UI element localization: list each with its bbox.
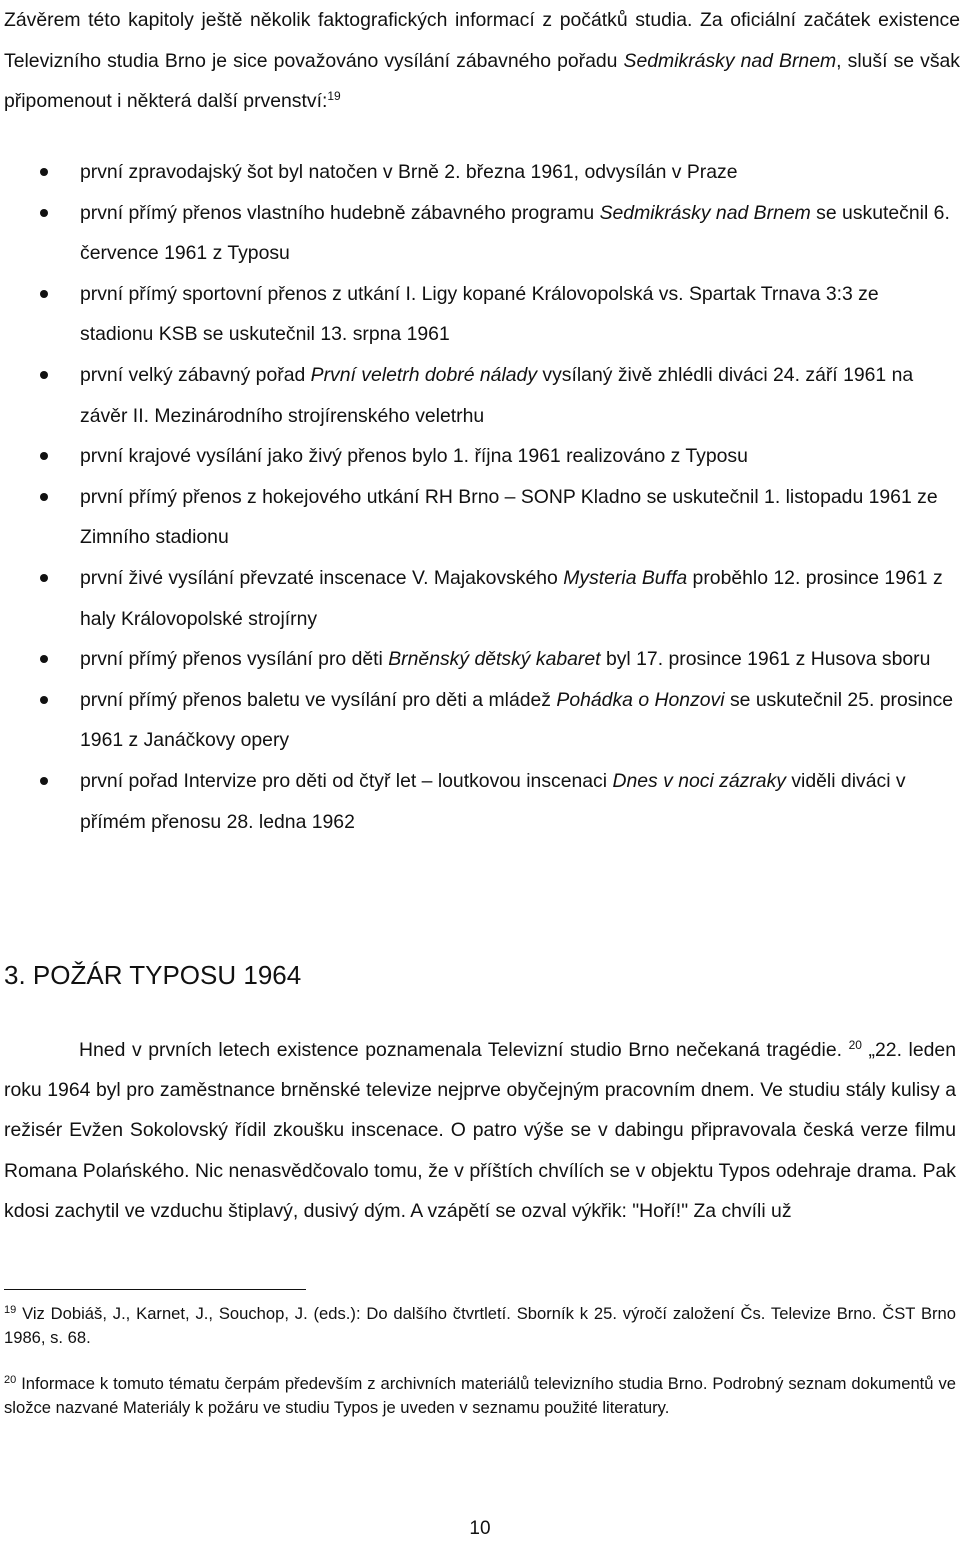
list-item-title: Dnes v noci zázraky [612, 769, 786, 792]
bullet-icon [40, 777, 48, 785]
list-item-title: Mysteria Buffa [563, 566, 688, 589]
footnote-number: 20 [4, 1374, 17, 1386]
footnote-divider [4, 1289, 306, 1290]
list-item [0, 477, 955, 558]
list-item-text: první živé vysílání převzaté inscenace V. Majakovského [80, 566, 564, 589]
list-item-title: První veletrh dobré nálady [310, 363, 538, 386]
footnote-text: Viz Dobiáš, J., Karnet, J., Souchop, J. (eds.): Do dalšího čtvrtletí. Sborník k 25. výročí založení Čs. Televize Brno. ČST Brno 1986, s. 68. [4, 1304, 956, 1347]
footnote-ref-20[interactable]: 20 [848, 1038, 862, 1052]
list-item [0, 193, 955, 274]
bullet-icon [40, 655, 48, 663]
list-item-text: první přímý přenos baletu ve vysílání pro děti a mládež [80, 688, 557, 711]
intro-paragraph [4, 0, 960, 122]
list-item-title: Pohádka o Honzovi [556, 688, 725, 711]
bullet-icon [40, 290, 48, 298]
list-item-text: první krajové vysílání jako živý přenos bylo 1. října 1961 realizováno z Typosu [80, 445, 748, 468]
list-item-text: první velký zábavný pořad [80, 363, 311, 386]
list-item-title: Brněnský dětský kabaret [388, 648, 601, 671]
list-item-text-tail: se uskutečnil 6. července 1961 z Typosu [80, 201, 950, 265]
section-heading: 3. POŽÁR TYPOSU 1964 [4, 960, 302, 990]
list-item [0, 639, 955, 680]
intro-text: Závěrem této kapitoly ještě několik faktografických informací z počátků studia. Za oficiální začátek existence Televizního studia Brno je sice považováno vysílání zábavného pořadu [4, 9, 960, 72]
intro-italic-title: Sedmikrásky nad Brnem [623, 49, 837, 72]
list-item-text-tail: byl 17. prosince 1961 z Husova sboru [600, 648, 931, 671]
bullet-icon [40, 696, 48, 704]
list-item-text-tail: vysílaný živě zhlédli diváci 24. září 1961 na závěr II. Mezinárodního strojírenského veletrhu [80, 363, 914, 427]
footnote-ref-19[interactable]: 19 [327, 89, 341, 103]
list-item [0, 680, 955, 761]
list-item [0, 152, 955, 193]
list-item [0, 274, 955, 355]
footnote-19 [4, 1302, 956, 1349]
bullet-icon [40, 574, 48, 582]
list-item-text-tail: viděli diváci v přímém přenosu 28. ledna 1962 [80, 769, 906, 833]
page-number: 10 [469, 1518, 491, 1539]
list-item [0, 558, 955, 639]
list-item-text: první přímý přenos z hokejového utkání RH Brno – SONP Kladno se uskutečnil 1. listopadu 1961 ze Zimního stadionu [80, 485, 938, 549]
footnote-number: 19 [4, 1304, 17, 1316]
section-paragraph [4, 1030, 956, 1231]
footnote-text: Informace k tomuto tématu čerpám především z archivních materiálů televizního studia Brno. Podrobný seznam dokumentů ve složce nazvané Materiály k požáru ve studiu Typos je uveden v seznamu použité literatury. [4, 1374, 956, 1417]
list-item-text: první přímý sportovní přenos z utkání I. Ligy kopané Královopolská vs. Spartak Trnava 3:3 ze stadionu KSB se uskutečnil 13. srpna 1961 [80, 282, 879, 346]
list-item-title: Sedmikrásky nad Brnem [599, 201, 811, 224]
firsts-list [0, 152, 955, 842]
intro-text-tail: , sluší se však připomenout i některá další prvenství: [4, 49, 960, 112]
bullet-icon [40, 493, 48, 501]
bullet-icon [40, 452, 48, 460]
list-item-text-tail: proběhlo 12. prosince 1961 z haly Královopolské strojírny [80, 566, 943, 630]
list-item-text: první pořad Intervize pro děti od čtyř let – loutkovou inscenaci [80, 769, 613, 792]
paragraph-text: Hned v prvních letech existence poznamenala Televizní studio Brno nečekaná tragédie. [79, 1039, 842, 1061]
bullet-icon [40, 209, 48, 217]
bullet-icon [40, 168, 48, 176]
footnote-20 [4, 1372, 956, 1419]
list-item-text-tail: se uskutečnil 25. prosince 1961 z Janáčkovy opery [80, 688, 954, 752]
list-item [0, 761, 955, 842]
list-item-text: první přímý přenos vysílání pro děti [80, 648, 389, 671]
list-item [0, 436, 955, 477]
paragraph-text-rest: „22. leden roku 1964 byl pro zaměstnance brněnské televize nejprve obyčejným pracovním dnem. Ve studiu stály kulisy a režisér Evžen Sokolovský řídil zkoušku inscenace. O patro výše se v dabingu připravovala česká verze filmu Romana Polańského. Nic nenasvědčovalo tomu, že v příštích chvílích se v objektu Typos odehraje drama. Pak kdosi zachytil ve vzduchu štiplavý, dusivý dým. A vzápětí se ozval výkřik: "Hoří!" Za chvíli už [4, 1039, 956, 1222]
list-item-text: první přímý přenos vlastního hudebně zábavného programu [80, 201, 600, 224]
list-item-text: první zpravodajský šot byl natočen v Brně 2. března 1961, odvysílán v Praze [80, 161, 738, 183]
list-item [0, 355, 955, 436]
bullet-icon [40, 371, 48, 379]
